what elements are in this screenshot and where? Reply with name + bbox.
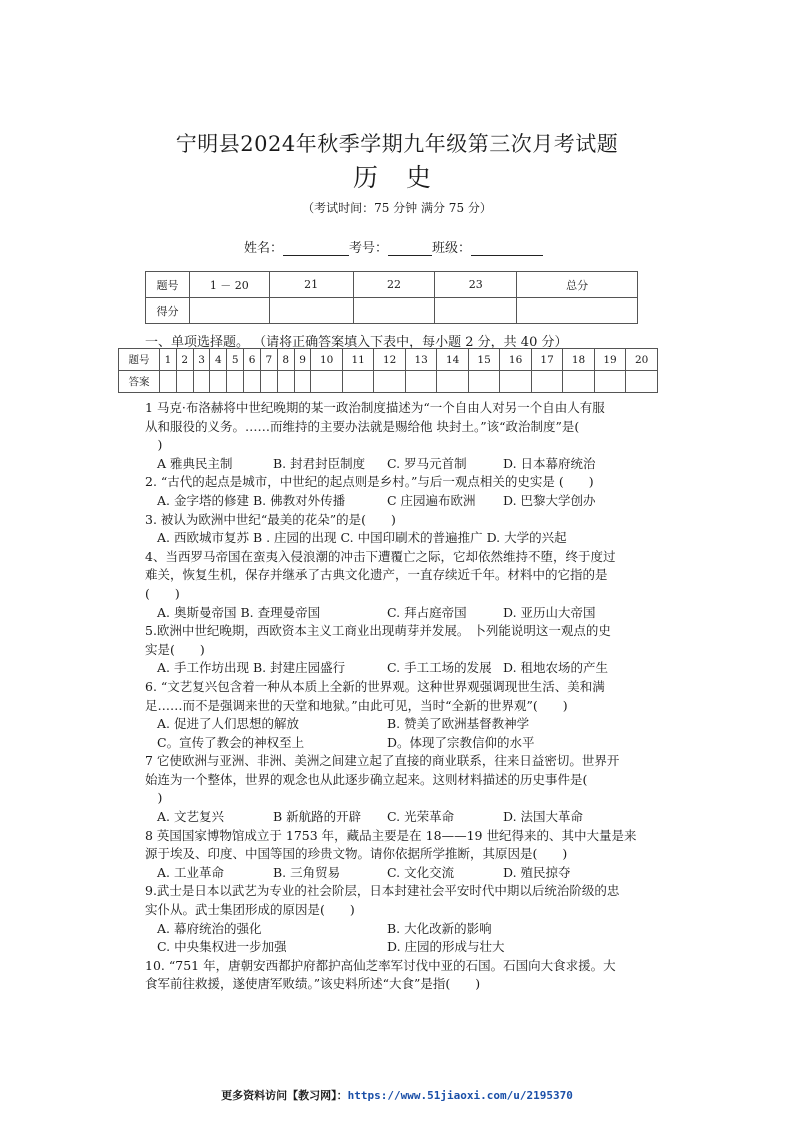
question [145, 622, 665, 678]
question-stem-line: 3. 被认为欧洲中世纪“最美的花朵”的是( ) [145, 511, 396, 527]
question [145, 511, 665, 548]
answer-option: C. 中央集权进一步加强 [157, 939, 287, 955]
question-stem-line: 足……而不是强调来世的天堂和地狱。”由此可见，当时“全新的世界观”( ) [145, 697, 568, 713]
answer-cell[interactable] [626, 371, 658, 393]
class-label: 班级： [432, 241, 472, 256]
answer-cell[interactable] [260, 371, 277, 393]
answer-number-row [119, 349, 658, 371]
answer-number-cell: 3 [193, 349, 210, 371]
answer-cell[interactable] [563, 371, 594, 393]
score-column-label: 22 [353, 272, 435, 298]
answer-cell[interactable] [374, 371, 405, 393]
score-column-label: 1 － 20 [189, 272, 269, 298]
option-row [145, 455, 665, 474]
answer-table [118, 348, 658, 393]
answer-number-cell: 8 [277, 349, 294, 371]
question-stem-line: 从和服役的义务。……而维持的主要办法就是赐给他 块封土。”该“政治制度”是( [145, 418, 580, 434]
answer-option: C。宣传了教会的神权至上 [157, 734, 305, 750]
number-label: 考号： [349, 241, 389, 256]
answer-option: C. 罗马元首制 [387, 455, 467, 471]
score-row-label: 得分 [146, 298, 190, 324]
answer-option: D. 法国大革命 [503, 809, 584, 825]
score-cell [517, 298, 638, 324]
answer-option: A. 西欧城市复苏 B . 庄园的出现 C. 中国印刷术的普遍推广 D. 大学的兴起 [157, 530, 567, 546]
question [145, 678, 665, 752]
option-row [145, 659, 665, 678]
student-info-line [244, 237, 543, 256]
exam-time-note: （考试时间：75 分钟 满分 75 分） [302, 201, 492, 215]
question [145, 473, 665, 510]
name-label: 姓名： [244, 241, 284, 256]
answer-cell[interactable] [176, 371, 193, 393]
answer-number-cell: 16 [500, 349, 531, 371]
score-column-label: 总分 [517, 272, 638, 298]
answer-row-label: 答案 [119, 371, 160, 393]
answer-number-cell: 15 [468, 349, 499, 371]
score-row-label: 题号 [146, 272, 190, 298]
footer-url[interactable]: https://www.51jiaoxi.com/u/2195370 [347, 1089, 573, 1102]
score-table [145, 271, 638, 324]
option-row [145, 529, 665, 548]
question-stem-line: 实是( ) [145, 641, 205, 657]
score-column-label: 23 [435, 272, 517, 298]
question-stem-line: ( ) [145, 585, 180, 601]
score-cell [269, 298, 353, 324]
answer-cell[interactable] [294, 371, 311, 393]
answer-cell[interactable] [210, 371, 227, 393]
answer-number-cell: 12 [374, 349, 405, 371]
answer-number-cell: 9 [294, 349, 311, 371]
answer-number-cell: 13 [405, 349, 436, 371]
answer-option: D. 巴黎大学创办 [503, 492, 596, 508]
question-stem-line: 9.武士是日本以武艺为专业的社会阶层，日本封建社会平安时代中期以后统治阶级的忠 [145, 883, 620, 899]
number-blank [388, 243, 432, 256]
answer-cell[interactable] [500, 371, 531, 393]
option-row [145, 492, 665, 511]
question-stem-line: ) [145, 437, 163, 453]
answer-cell[interactable] [437, 371, 468, 393]
option-row [145, 920, 665, 939]
question-stem-line: 4、当西罗马帝国在蛮夷入侵浪潮的冲击下遭覆亡之际，它却依然维持不堕，终于度过 [145, 548, 616, 564]
answer-option: D. 殖民掠夺 [503, 864, 571, 880]
answer-option: B. 封君封臣制度 [273, 455, 366, 471]
score-cell [435, 298, 517, 324]
footer-prefix: 更多资料访问【教习网】： [221, 1089, 348, 1102]
answer-option: D. 日本幕府统治 [503, 455, 596, 471]
answer-row-label: 题号 [119, 349, 160, 371]
question [145, 957, 665, 994]
option-row [145, 938, 665, 957]
option-row [145, 864, 665, 883]
answer-option: B. 三角贸易 [273, 864, 341, 880]
answer-option: A. 金字塔的修建 B. 佛教对外传播 [157, 492, 346, 508]
answer-option: A. 幕府统治的强化 [157, 920, 262, 936]
class-blank [471, 243, 543, 256]
question [145, 399, 665, 473]
answer-cell[interactable] [160, 371, 177, 393]
score-table-header-row [146, 272, 638, 298]
question [145, 827, 665, 883]
question [145, 752, 665, 826]
question-stem-line: 实仆从。武士集团形成的原因是( ) [145, 902, 355, 918]
exam-title: 宁明县2024年秋季学期九年级第三次月考试题 [175, 132, 619, 156]
answer-number-cell: 7 [260, 349, 277, 371]
option-row [145, 808, 665, 827]
name-blank [283, 243, 349, 256]
answer-cell[interactable] [468, 371, 499, 393]
answer-number-cell: 14 [437, 349, 468, 371]
answer-option: B. 赞美了欧洲基督教神学 [387, 716, 530, 732]
question-stem-line: 难关，恢复生机，保存并继承了古典文化遗产，一直存续近千年。材料中的它指的是 [145, 567, 608, 583]
subject-title: 历 史 [353, 163, 441, 192]
answer-cell[interactable] [193, 371, 210, 393]
question-stem-line: 6. “文艺复兴包含着一种从本质上全新的世界观。这种世界观强调现世生活、美和满 [145, 678, 605, 694]
question-list [145, 399, 665, 994]
answer-option: B. 大化改新的影响 [387, 920, 492, 936]
answer-option: D。体现了宗教信仰的水平 [387, 734, 535, 750]
answer-cell[interactable] [311, 371, 342, 393]
question-stem-line: ) [145, 790, 163, 806]
option-row [145, 604, 665, 623]
answer-value-row [119, 371, 658, 393]
question-stem-line: 源于埃及、印度、中国等国的珍贵文物。请你依据所学推断，其原因是( ) [145, 846, 568, 862]
footer [0, 1087, 794, 1103]
answer-cell[interactable] [342, 371, 373, 393]
answer-option: C. 光荣革命 [387, 809, 455, 825]
answer-number-cell: 1 [160, 349, 177, 371]
answer-cell[interactable] [227, 371, 244, 393]
answer-cell[interactable] [405, 371, 436, 393]
answer-number-cell: 18 [563, 349, 594, 371]
question-stem-line: 5.欧洲中世纪晚期，西欧资本主义工商业出现萌芽并发展。 卜列能说明这一观点的史 [145, 623, 611, 639]
question-stem-line: 10. “751 年，唐朝安西都护府都护高仙芝率军讨伐中亚的石国。石国向大食求援。大 [145, 957, 616, 973]
answer-option: C. 拜占庭帝国 [387, 604, 467, 620]
answer-option: A. 促进了人们思想的解放 [157, 716, 299, 732]
answer-number-cell: 2 [176, 349, 193, 371]
answer-cell[interactable] [277, 371, 294, 393]
section-heading: 一、单项选择题。 （请将正确答案填入下表中，每小题 2 分，共 40 分） [145, 335, 568, 350]
question-stem-line: 1 马克·布洛赫将中世纪晚期的某一政治制度描述为“一个自由人对另一个自由人有服 [145, 400, 605, 415]
answer-option: D. 租地农场的产生 [503, 660, 609, 676]
option-row [145, 715, 665, 734]
answer-option: A. 奥斯曼帝国 B. 查理曼帝国 [157, 604, 321, 620]
answer-number-cell: 11 [342, 349, 373, 371]
answer-option: D. 亚历山大帝国 [503, 604, 596, 620]
score-cell [353, 298, 435, 324]
question-stem-line: 食军前往救援，遂使唐军败绩。”该史料所述“大食”是指( ) [145, 976, 481, 992]
answer-option: D. 庄园的形成与壮大 [387, 939, 505, 955]
answer-option: A. 工业革命 [157, 864, 224, 880]
answer-number-cell: 10 [311, 349, 342, 371]
question-stem-line: 2. “古代的起点是城市，中世纪的起点则是乡村。”与后一观点相关的史实是 ( ) [145, 474, 594, 490]
score-cell [189, 298, 269, 324]
question-stem-line: 始连为一个整体，世界的观念也从此逐步确立起来。这则材料描述的历史事件是( [145, 771, 588, 787]
answer-number-cell: 5 [227, 349, 244, 371]
answer-option: B 新航路的开辟 [273, 809, 362, 825]
score-column-label: 21 [269, 272, 353, 298]
answer-cell[interactable] [531, 371, 562, 393]
answer-number-cell: 6 [244, 349, 261, 371]
question-stem-line: 8 英国国家博物馆成立于 1753 年，藏品主要是在 18——19 世纪得来的、其中大量是来 [145, 827, 637, 843]
question [145, 882, 665, 956]
answer-option: A 雅典民主制 [157, 455, 233, 471]
answer-number-cell: 20 [626, 349, 658, 371]
answer-number-cell: 19 [594, 349, 625, 371]
option-row [145, 734, 665, 753]
answer-option: A. 手工作坊出现 B. 封建庄园盛行 [157, 660, 346, 676]
answer-number-cell: 4 [210, 349, 227, 371]
answer-cell[interactable] [594, 371, 625, 393]
answer-option: C. 文化交流 [387, 864, 455, 880]
answer-option: A. 文艺复兴 [157, 809, 224, 825]
answer-cell[interactable] [244, 371, 261, 393]
score-table-score-row [146, 298, 638, 324]
answer-option: C 庄园遍布欧洲 [387, 492, 476, 508]
question [145, 548, 665, 622]
answer-number-cell: 17 [531, 349, 562, 371]
answer-option: C. 手工工场的发展 [387, 660, 492, 676]
question-stem-line: 7 它使欧洲与亚洲、非洲、美洲之间建立起了直接的商业联系，往来日益密切。世界开 [145, 753, 620, 769]
